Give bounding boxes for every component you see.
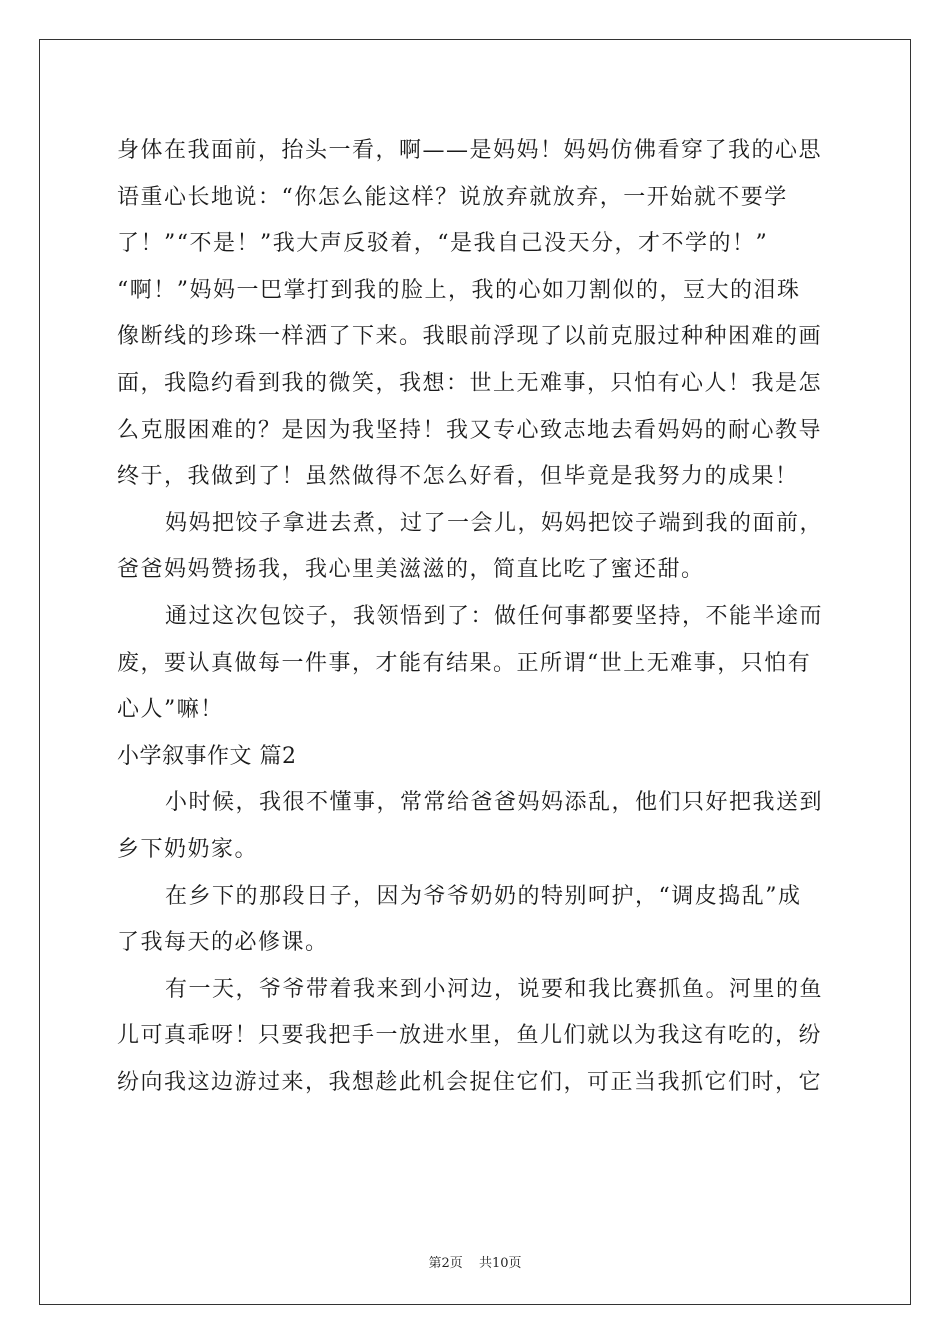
text-line: 了我每天的必修课。 [117, 930, 329, 956]
text-line: 了！”“不是！”我大声反驳着，“是我自己没天分，才不学的！” [117, 231, 769, 257]
text-line: 像断线的珍珠一样洒了下来。我眼前浮现了以前克服过种种困难的画 [117, 324, 823, 350]
text-line: “啊！”妈妈一巴掌打到我的脸上，我的心如刀割似的，豆大的泪珠 [117, 277, 801, 303]
text-line: 妈妈把饺子拿进去煮，过了一会儿，妈妈把饺子端到我的面前， [165, 510, 824, 536]
text-line: 通过这次包饺子，我领悟到了：做任何事都要坚持，不能半途而 [165, 603, 824, 629]
section-heading: 小学叙事作文 篇2 [117, 743, 297, 769]
text-line: 身体在我面前，抬头一看，啊——是妈妈！妈妈仿佛看穿了我的心思 [117, 138, 823, 163]
text-line: 心人”嘛！ [117, 697, 224, 723]
text-line: 么克服困难的？是因为我坚持！我又专心致志地去看妈妈的耐心教导 [117, 417, 823, 443]
page-footer [0, 1252, 950, 1271]
text-line: 爸爸妈妈赞扬我，我心里美滋滋的，简直比吃了蜜还甜。 [117, 557, 705, 583]
text-line: 终于，我做到了！虽然做得不怎么好看，但毕竟是我努力的成果！ [117, 464, 799, 490]
text-line: 面，我隐约看到我的微笑，我想：世上无难事，只怕有心人！我是怎 [117, 370, 823, 396]
text-line: 在乡下的那段日子，因为爷爷奶奶的特别呵护，“调皮捣乱”成 [165, 883, 802, 909]
text-line: 乡下奶奶家。 [117, 836, 259, 862]
text-line: 废，要认真做每一件事，才能有结果。正所谓“世上无难事，只怕有 [117, 650, 812, 676]
document-body [117, 128, 837, 1106]
text-line: 有一天，爷爷带着我来到小河边，说要和我比赛抓鱼。河里的鱼 [165, 976, 824, 1002]
text-line: 语重心长地说：“你怎么能这样？说放弃就放弃，一开始就不要学 [117, 184, 788, 210]
text-line: 小时候，我很不懂事，常常给爸爸妈妈添乱，他们只好把我送到 [165, 790, 824, 816]
text-line: 纷向我这边游过来，我想趁此机会捉住它们，可正当我抓它们时，它 [117, 1069, 823, 1095]
text-line: 儿可真乖呀！只要我把手一放进水里，鱼儿们就以为我这有吃的，纷 [117, 1023, 823, 1049]
page-number: 第2页 [428, 1256, 463, 1271]
page-total: 共10页 [478, 1256, 522, 1271]
